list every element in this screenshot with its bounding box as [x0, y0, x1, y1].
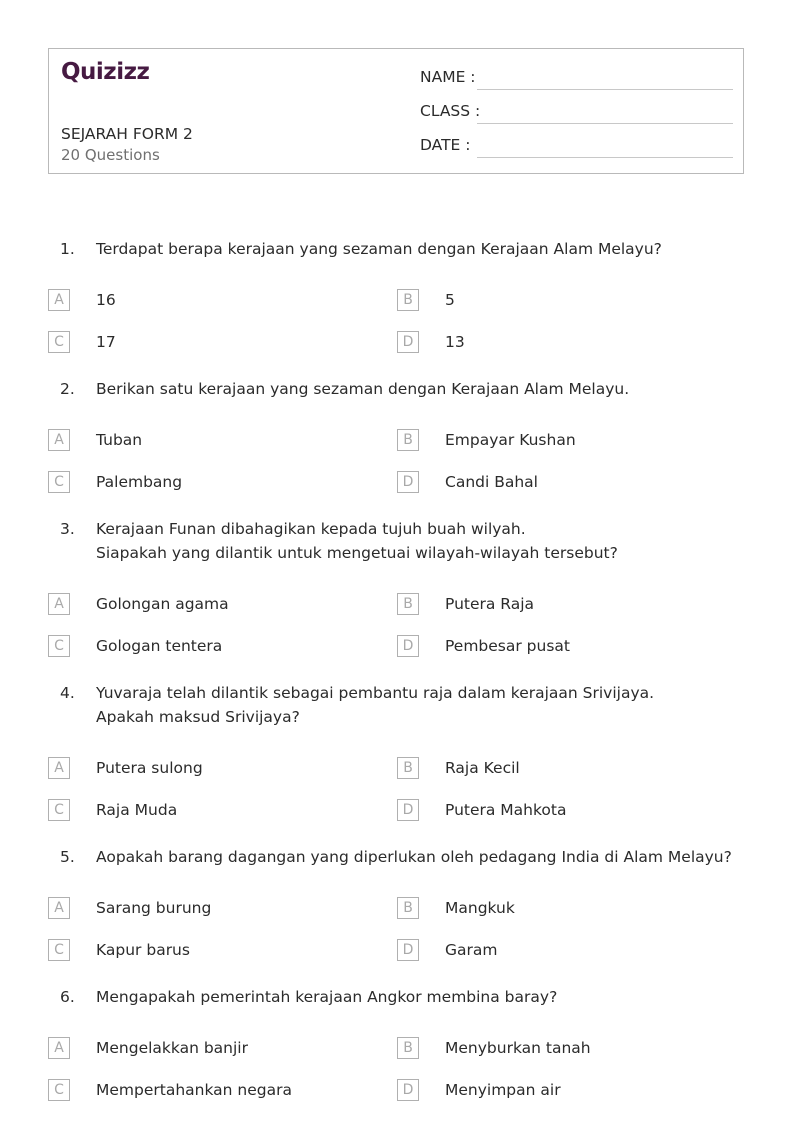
- option-text: Garam: [445, 941, 498, 959]
- question-text-line: Berikan satu kerajaan yang sezaman dengan Kerajaan Alam Melayu.: [96, 380, 630, 398]
- date-label: DATE :: [420, 136, 471, 154]
- option-letter-box[interactable]: D: [397, 1079, 419, 1101]
- question-text: [96, 377, 736, 401]
- question-text: [96, 681, 736, 729]
- option-letter-box[interactable]: B: [397, 1037, 419, 1059]
- class-line: [477, 123, 733, 124]
- option-letter-box[interactable]: B: [397, 289, 419, 311]
- option-letter-box[interactable]: D: [397, 799, 419, 821]
- question-text-line: Kerajaan Funan dibahagikan kepada tujuh buah wilyah.: [96, 520, 526, 538]
- option-text: 16: [96, 291, 116, 309]
- question-text-line: Mengapakah pemerintah kerajaan Angkor membina baray?: [96, 988, 558, 1006]
- question-text-line: Terdapat berapa kerajaan yang sezaman dengan Kerajaan Alam Melayu?: [96, 240, 662, 258]
- option-letter-box[interactable]: A: [48, 757, 70, 779]
- option-letter-box[interactable]: B: [397, 757, 419, 779]
- option-letter-box[interactable]: C: [48, 331, 70, 353]
- option-text: Mangkuk: [445, 899, 515, 917]
- option-text: Golongan agama: [96, 595, 229, 613]
- option-letter-box[interactable]: A: [48, 897, 70, 919]
- question-number: 4.: [60, 684, 75, 702]
- option-text: Putera Mahkota: [445, 801, 567, 819]
- worksheet-header: [48, 48, 744, 174]
- question-text: [96, 985, 736, 1009]
- name-line: [477, 89, 733, 90]
- option-text: Empayar Kushan: [445, 431, 576, 449]
- option-text: Menyburkan tanah: [445, 1039, 591, 1057]
- question-count: 20 Questions: [61, 146, 160, 164]
- option-letter-box[interactable]: B: [397, 593, 419, 615]
- option-text: Mengelakkan banjir: [96, 1039, 248, 1057]
- option-text: Candi Bahal: [445, 473, 538, 491]
- option-text: Gologan tentera: [96, 637, 223, 655]
- option-letter-box[interactable]: C: [48, 799, 70, 821]
- option-letter-box[interactable]: D: [397, 331, 419, 353]
- option-letter-box[interactable]: C: [48, 1079, 70, 1101]
- question-text: [96, 845, 736, 869]
- option-letter-box[interactable]: D: [397, 939, 419, 961]
- quizizz-logo: Quizizz: [61, 59, 150, 85]
- option-letter-box[interactable]: A: [48, 593, 70, 615]
- option-letter-box[interactable]: A: [48, 429, 70, 451]
- option-letter-box[interactable]: B: [397, 897, 419, 919]
- option-letter-box[interactable]: C: [48, 939, 70, 961]
- option-letter-box[interactable]: B: [397, 429, 419, 451]
- option-text: Kapur barus: [96, 941, 190, 959]
- option-text: Putera Raja: [445, 595, 535, 613]
- option-letter-box[interactable]: D: [397, 635, 419, 657]
- option-text: 13: [445, 333, 465, 351]
- question-text-line: Siapakah yang dilantik untuk mengetuai wilayah-wilayah tersebut?: [96, 544, 618, 562]
- option-text: Raja Muda: [96, 801, 178, 819]
- question-text-line: Aopakah barang dagangan yang diperlukan oleh pedagang India di Alam Melayu?: [96, 848, 732, 866]
- option-letter-box[interactable]: C: [48, 635, 70, 657]
- option-text: Sarang burung: [96, 899, 212, 917]
- question-number: 1.: [60, 240, 75, 258]
- option-text: Raja Kecil: [445, 759, 520, 777]
- question-number: 2.: [60, 380, 75, 398]
- question-text-line: Yuvaraja telah dilantik sebagai pembantu raja dalam kerajaan Srivijaya.: [96, 684, 655, 702]
- date-line: [477, 157, 733, 158]
- option-text: Mempertahankan negara: [96, 1081, 292, 1099]
- option-letter-box[interactable]: C: [48, 471, 70, 493]
- option-text: Palembang: [96, 473, 183, 491]
- option-text: Putera sulong: [96, 759, 203, 777]
- worksheet-title: SEJARAH FORM 2: [61, 125, 193, 143]
- class-label: CLASS :: [420, 102, 481, 120]
- question-number: 3.: [60, 520, 75, 538]
- option-text: 5: [445, 291, 455, 309]
- option-letter-box[interactable]: A: [48, 1037, 70, 1059]
- question-number: 5.: [60, 848, 75, 866]
- option-text: Tuban: [96, 431, 143, 449]
- option-text: Pembesar pusat: [445, 637, 570, 655]
- option-text: Menyimpan air: [445, 1081, 561, 1099]
- question-text: [96, 517, 736, 565]
- question-text: [96, 237, 736, 261]
- option-letter-box[interactable]: A: [48, 289, 70, 311]
- question-text-line: Apakah maksud Srivijaya?: [96, 708, 300, 726]
- name-label: NAME :: [420, 68, 476, 86]
- question-number: 6.: [60, 988, 75, 1006]
- option-text: 17: [96, 333, 116, 351]
- option-letter-box[interactable]: D: [397, 471, 419, 493]
